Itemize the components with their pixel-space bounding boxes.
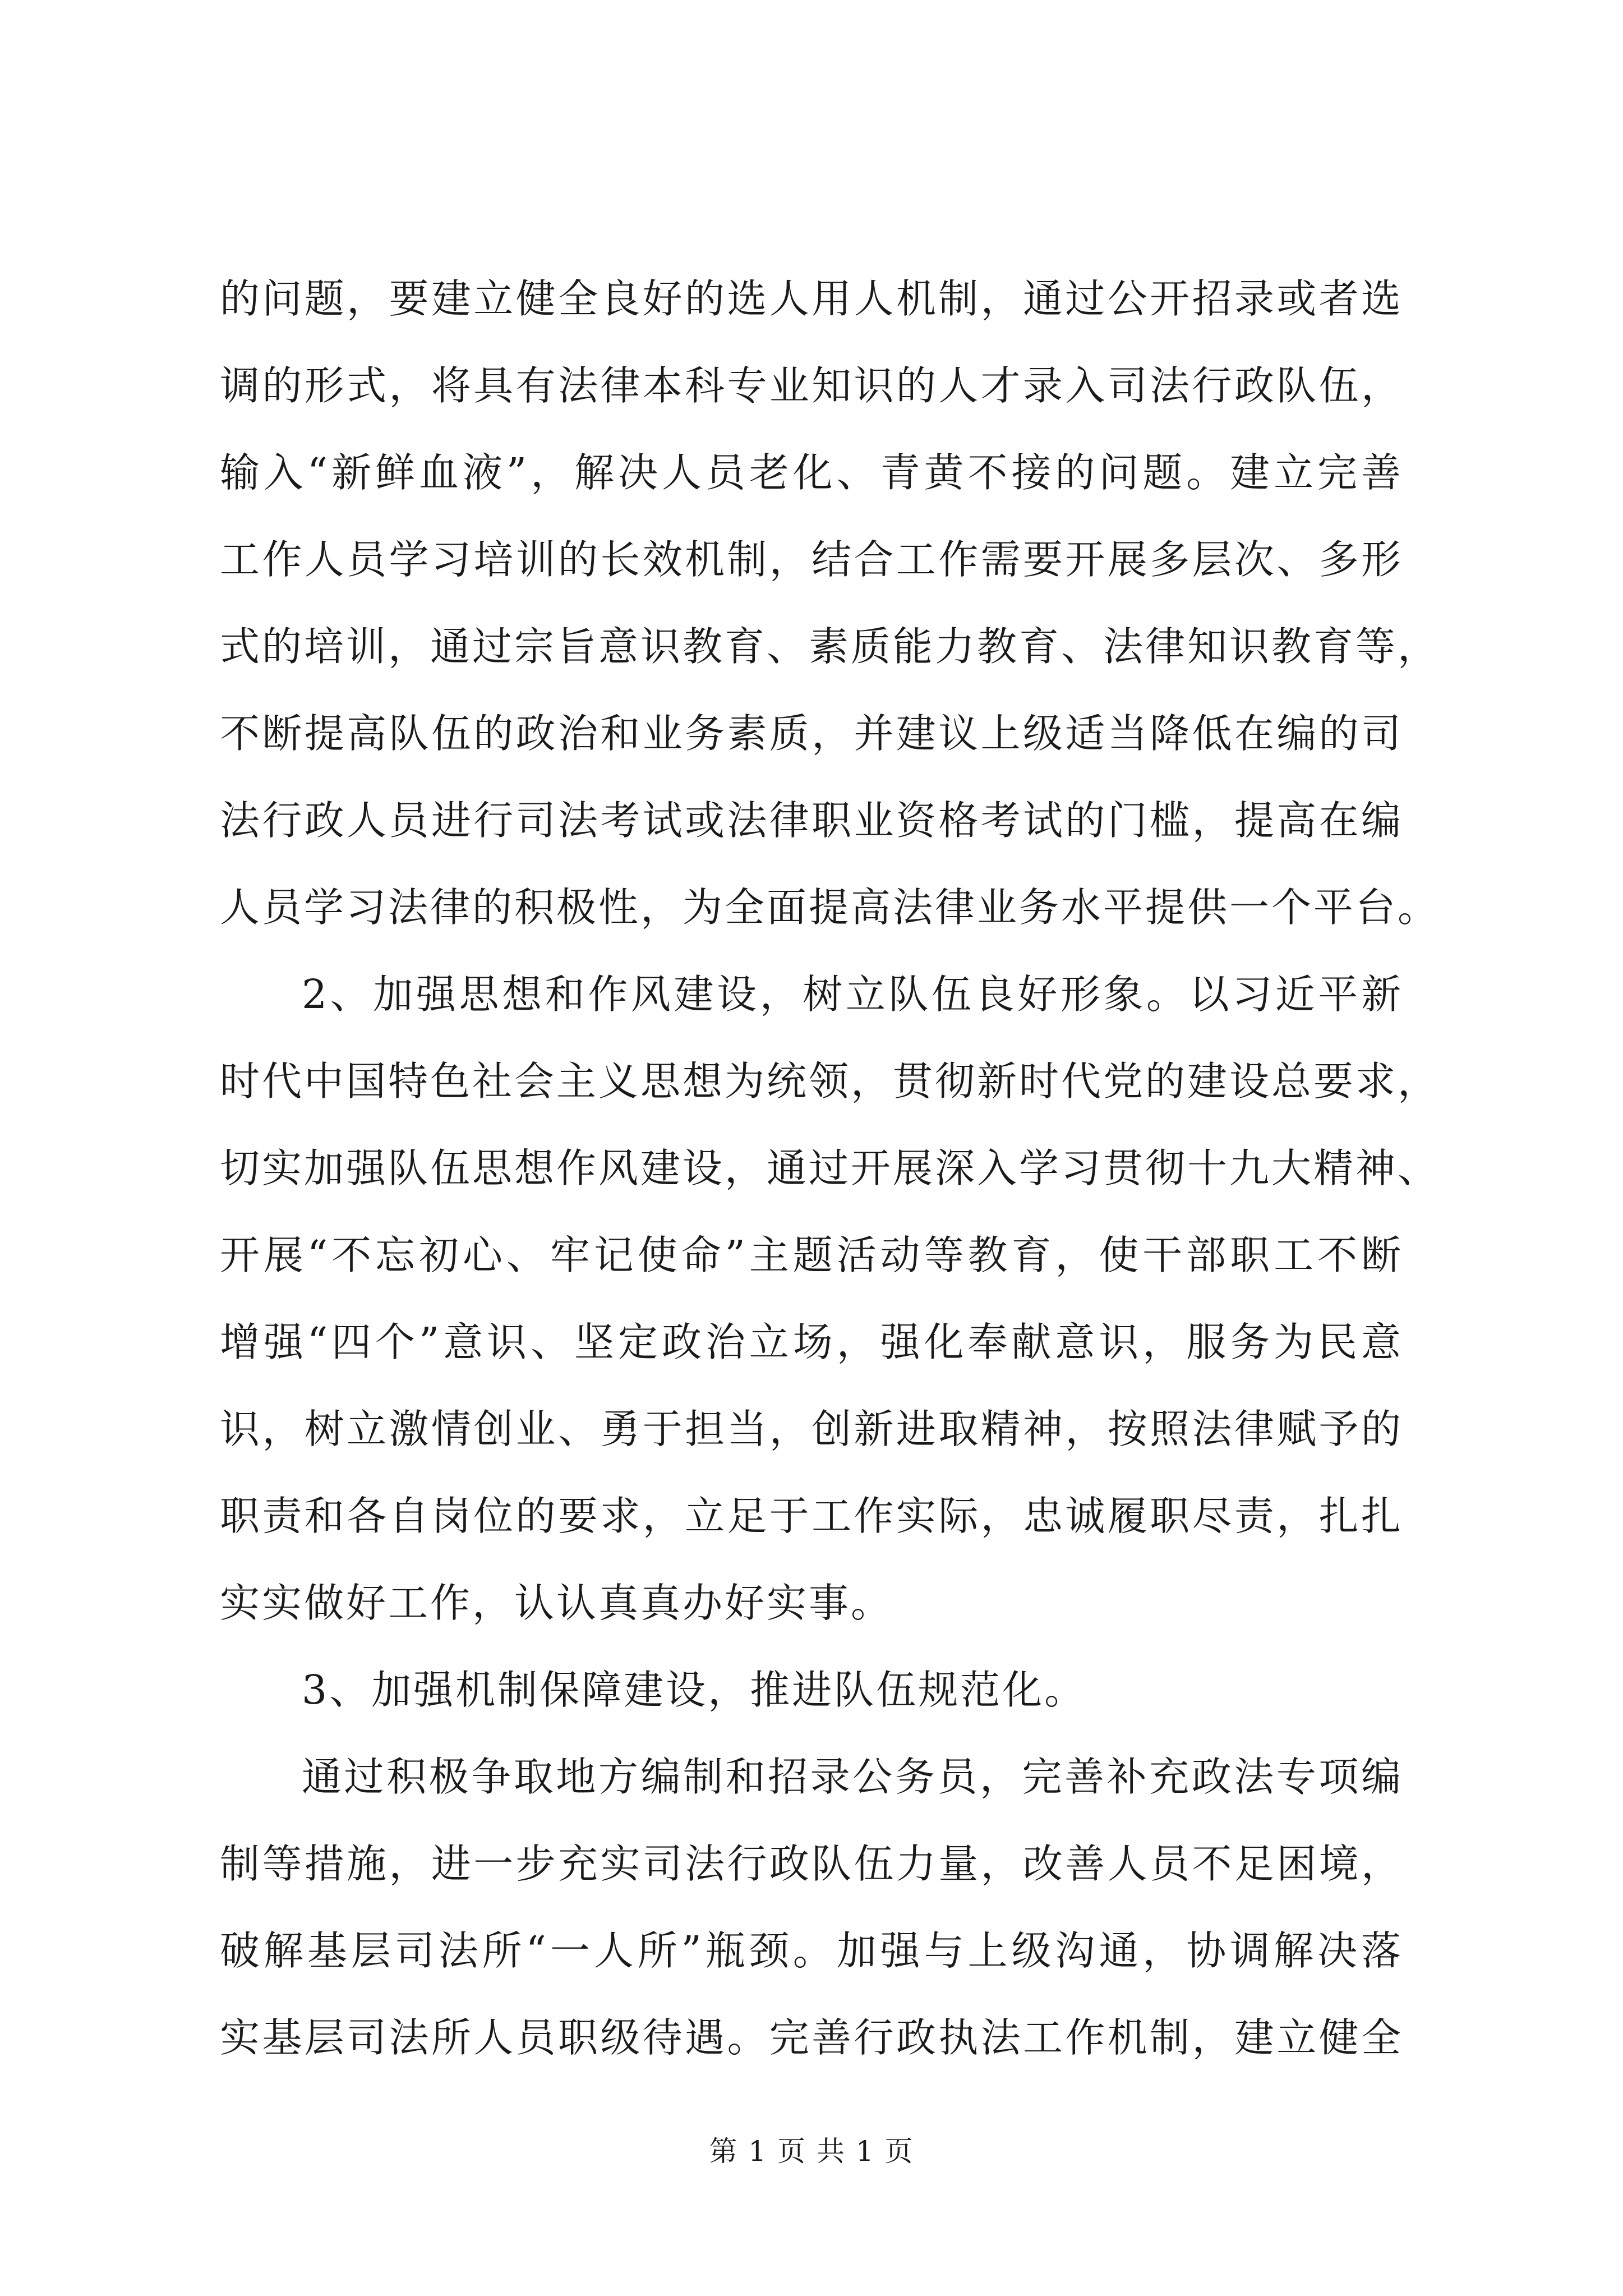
- text-line: 识，树立激情创业、勇于担当，创新进取精神，按照法律赋予的: [220, 1406, 1403, 1452]
- text-line: 调的形式，将具有法律本科专业知识的人才录入司法行政队伍，: [220, 362, 1403, 409]
- page-footer: [0, 2129, 1623, 2169]
- text-line: 制等措施，进一步充实司法行政队伍力量，改善人员不足困境，: [220, 1841, 1403, 1887]
- text-line: 不断提高队伍的政治和业务素质，并建议上级适当降低在编的司: [220, 710, 1403, 757]
- text-line: 人员学习法律的积极性，为全面提高法律业务水平提供一个平台。: [220, 884, 1440, 931]
- section-heading-line: 3、加强机制保障建设，推进队伍规范化。: [302, 1667, 1087, 1713]
- text-line: 法行政人员进行司法考试或法律职业资格考试的门槛，提高在编: [220, 797, 1403, 844]
- text-line: 增强“四个”意识、坚定政治立场，强化奉献意识，服务为民意: [220, 1319, 1403, 1365]
- text-line: 的问题，要建立健全良好的选人用人机制，通过公开招录或者选: [220, 275, 1403, 322]
- text-line: 时代中国特色社会主义思想为统领，贯彻新时代党的建设总要求，: [220, 1058, 1440, 1105]
- text-line: 式的培训，通过宗旨意识教育、素质能力教育、法律知识教育等，: [220, 623, 1440, 670]
- text-line: 职责和各自岗位的要求，立足于工作实际，忠诚履职尽责，扎扎: [220, 1493, 1403, 1539]
- text-line: 输入“新鲜血液”，解决人员老化、青黄不接的问题。建立完善: [220, 449, 1403, 496]
- paragraph-start-line: 通过积极争取地方编制和招录公务员，完善补充政法专项编: [302, 1754, 1403, 1800]
- text-line: 实实做好工作，认认真真办好实事。: [220, 1580, 893, 1626]
- page-number-label: 第 1 页 共 1 页: [709, 2135, 914, 2168]
- text-line: 实基层司法所人员职级待遇。完善行政执法工作机制，建立健全: [220, 2014, 1403, 2061]
- text-line: 工作人员学习培训的长效机制，结合工作需要开展多层次、多形: [220, 536, 1403, 583]
- paragraph-start-line: 2、加强思想和作风建设，树立队伍良好形象。以习近平新: [302, 971, 1403, 1018]
- document-body: [220, 255, 1440, 2081]
- text-line: 破解基层司法所“一人所”瓶颈。加强与上级沟通，协调解决落: [220, 1927, 1403, 1974]
- text-line: 开展“不忘初心、牢记使命”主题活动等教育，使干部职工不断: [220, 1232, 1403, 1278]
- text-line: 切实加强队伍思想作风建设，通过开展深入学习贯彻十九大精神、: [220, 1145, 1440, 1191]
